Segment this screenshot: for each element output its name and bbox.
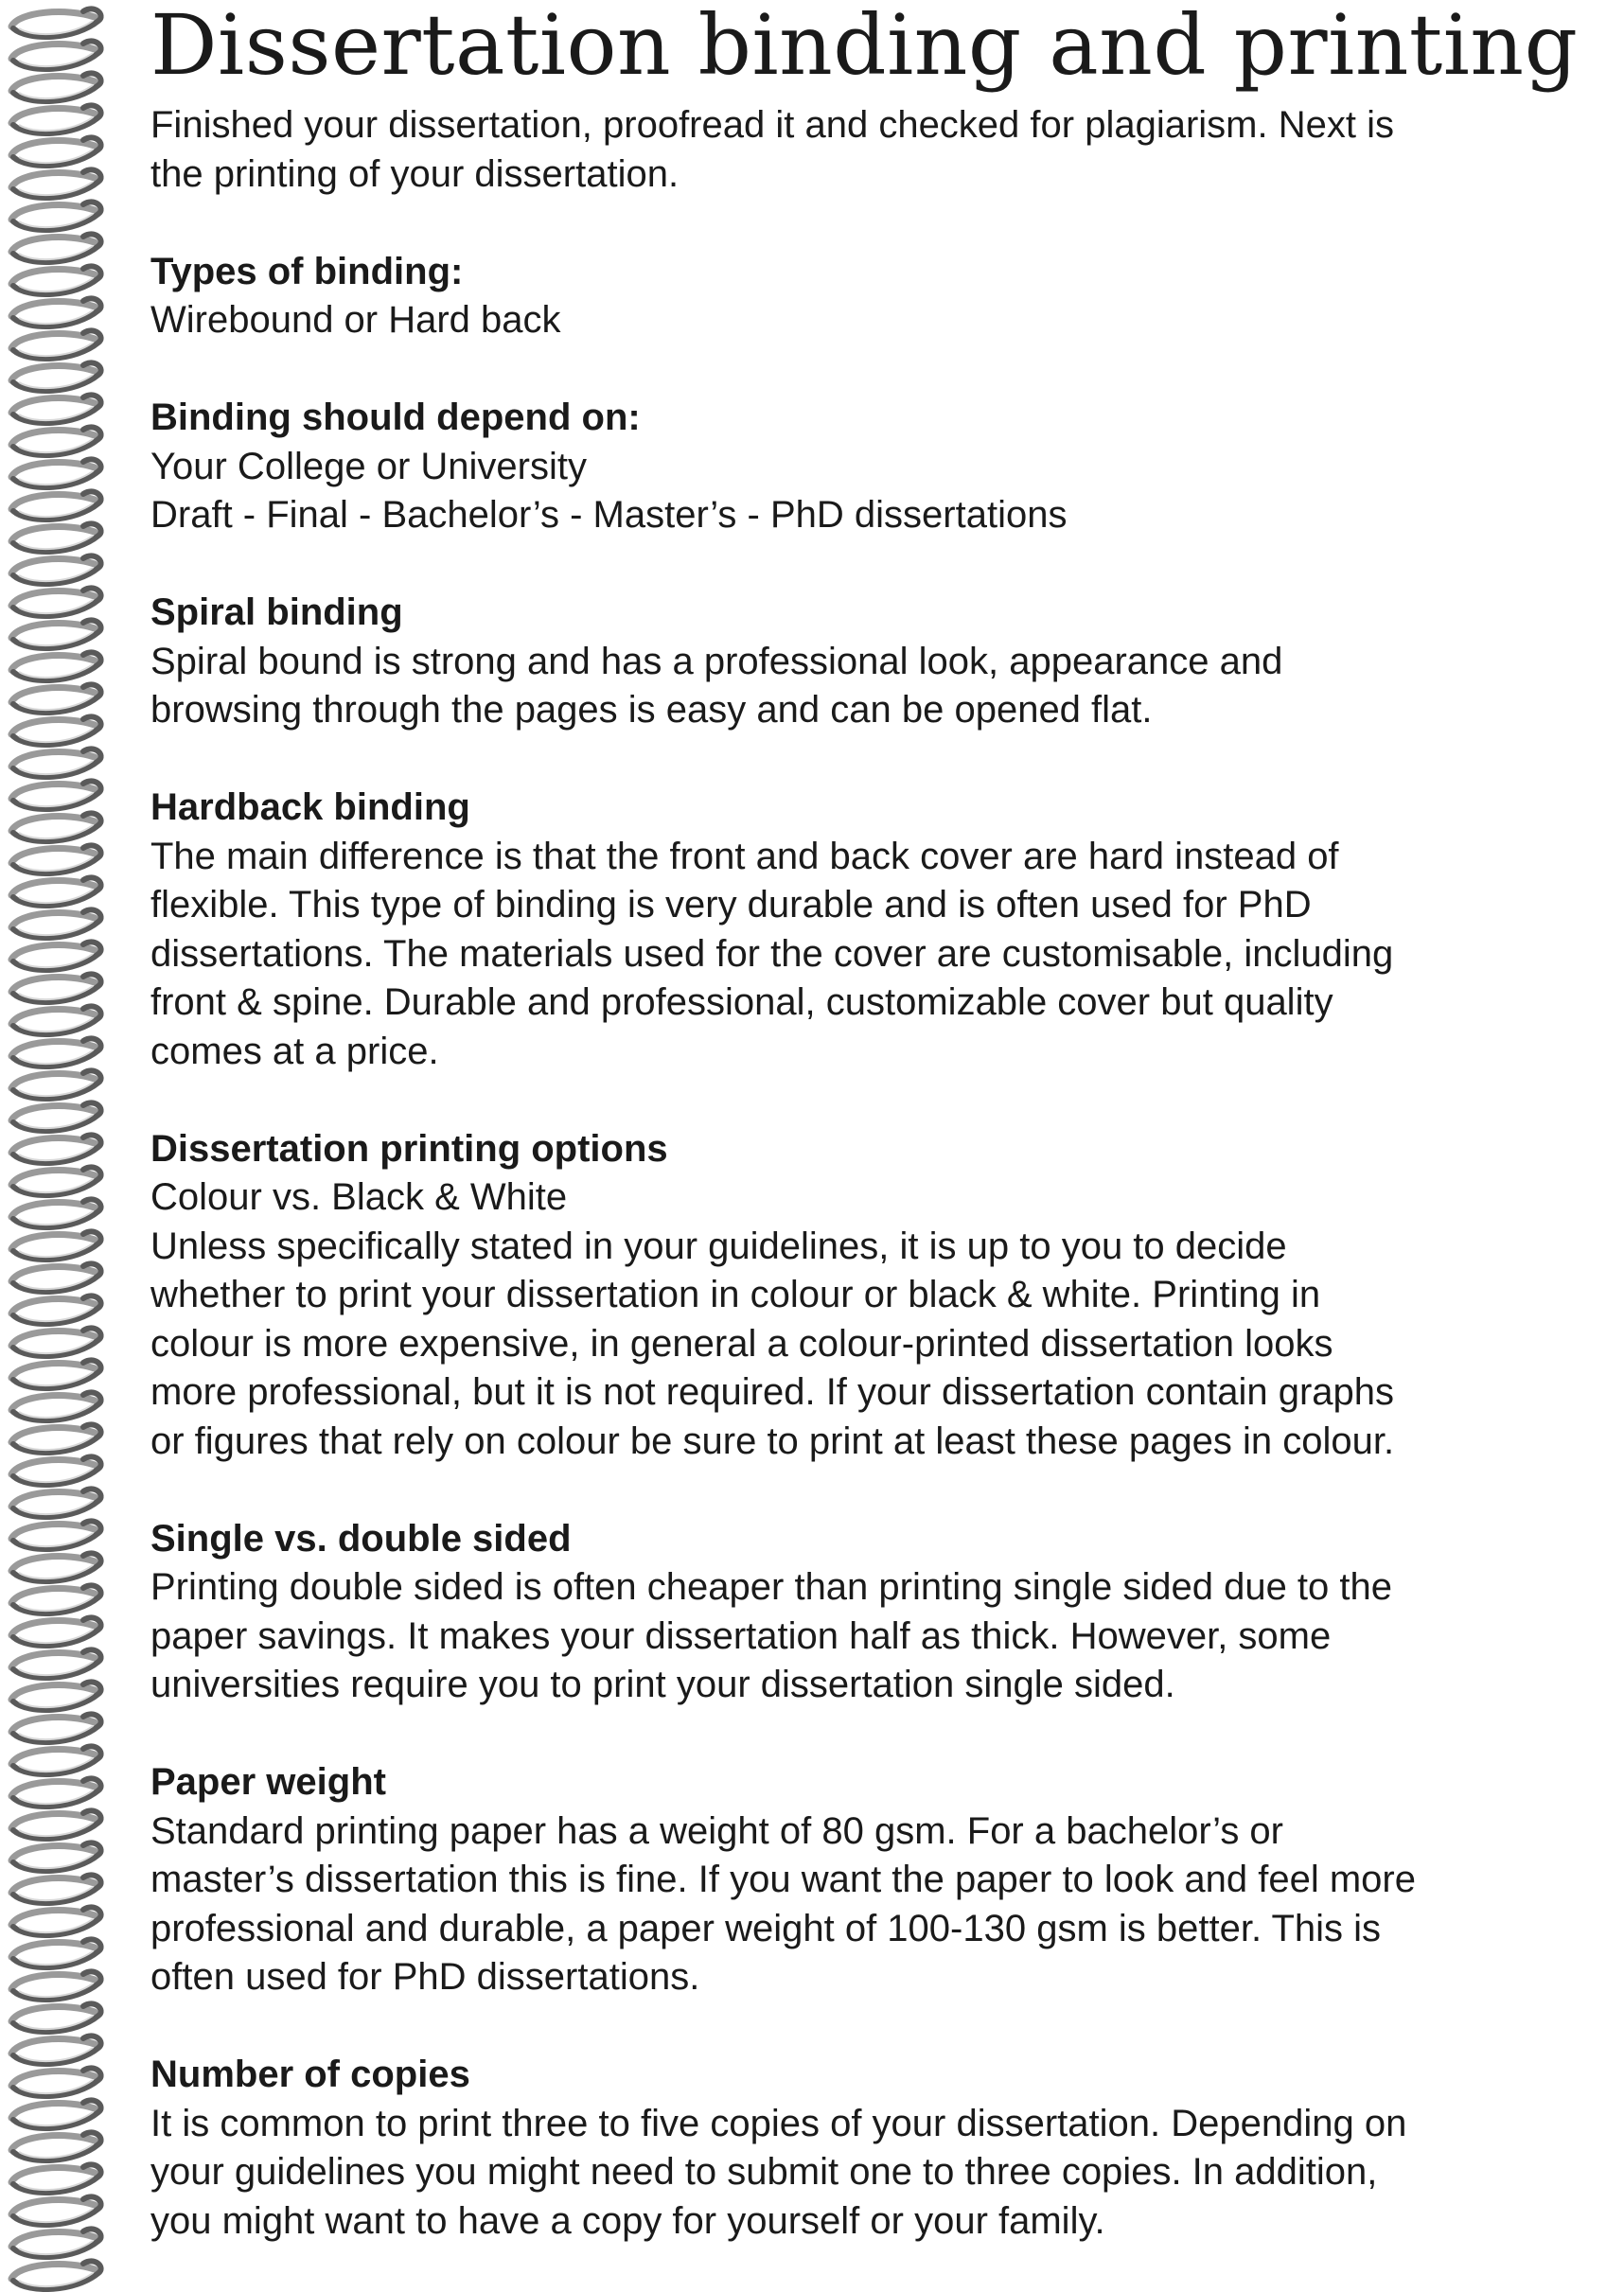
spiral-coil — [11, 2229, 101, 2257]
spiral-coil — [11, 813, 101, 841]
spiral-coil — [11, 1456, 101, 1485]
section-line: colour is more expensive, in general a colour-printed dissertation looks — [150, 1322, 1333, 1365]
spiral-coil — [11, 266, 101, 294]
spiral-coil — [11, 684, 101, 713]
spiral-binding-graphic — [0, 0, 123, 2292]
spiral-coil — [11, 2196, 101, 2225]
section-line: Wirebound or Hard back — [150, 299, 561, 341]
spiral-coil — [11, 2261, 101, 2289]
spiral-coil — [11, 845, 101, 873]
spiral-coil — [11, 2100, 101, 2128]
spiral-coil — [11, 1231, 101, 1260]
intro-line: the printing of your dissertation. — [150, 152, 680, 195]
spiral-coil — [11, 942, 101, 970]
spiral-coil — [11, 459, 101, 487]
spiral-coil — [11, 1102, 101, 1131]
spiral-coil — [11, 491, 101, 520]
section-line: or figures that rely on colour be sure to print at least these pages in colour. — [150, 1419, 1395, 1462]
spiral-coil — [11, 330, 101, 359]
section-line: master’s dissertation this is fine. If you want the paper to look and feel more — [150, 1859, 1416, 1900]
document-body — [150, 0, 1608, 2246]
spiral-coil — [11, 1263, 101, 1292]
spiral-coil — [11, 2003, 101, 2032]
spiral-coil — [11, 974, 101, 1002]
section-line: universities require you to print your dissertation single sided. — [150, 1664, 1175, 1705]
section-line: dissertations. The materials used for the cover are customisable, including — [150, 932, 1394, 975]
section-line: comes at a price. — [150, 1030, 439, 1072]
spiral-coil — [11, 1038, 101, 1067]
spiral-coil — [11, 2068, 101, 2096]
spiral-coil — [11, 298, 101, 326]
intro-paragraph — [150, 101, 1608, 199]
section-line: Printing double sided is often cheaper than printing single sided due to the — [150, 1566, 1393, 1608]
spiral-coil — [11, 1135, 101, 1163]
spiral-coil — [11, 202, 101, 230]
spiral-coil — [11, 169, 101, 198]
section-line: browsing through the pages is easy and can be opened flat. — [150, 689, 1153, 731]
spiral-coil — [11, 1489, 101, 1517]
spiral-coil — [11, 1328, 101, 1356]
section-types-of-binding — [150, 248, 1608, 345]
spiral-coil — [11, 716, 101, 745]
spiral-coil — [11, 73, 101, 101]
section-spiral-binding — [150, 589, 1608, 735]
section-heading: Single vs. double sided — [150, 1517, 572, 1560]
section-heading: Types of binding: — [150, 250, 464, 292]
section-heading: Spiral binding — [150, 591, 403, 633]
spiral-coil — [11, 105, 101, 133]
section-line: professional and durable, a paper weight of 100-130 gsm is better. This is — [150, 1907, 1382, 1949]
spiral-coil — [11, 1939, 101, 1967]
spiral-coil — [11, 1810, 101, 1839]
spiral-coil — [11, 1424, 101, 1453]
spiral-coil — [11, 1778, 101, 1807]
spiral-coil — [11, 427, 101, 455]
spiral-coil — [11, 1167, 101, 1195]
spiral-coil — [11, 1617, 101, 1646]
section-number-of-copies — [150, 2051, 1608, 2246]
spiral-coil — [11, 137, 101, 166]
section-line: Spiral bound is strong and has a professional look, appearance and — [150, 640, 1283, 682]
spiral-coil — [11, 1392, 101, 1420]
spiral-coil — [11, 41, 101, 69]
section-line: front & spine. Durable and professional, customizable cover but quality — [150, 981, 1333, 1023]
section-heading: Dissertation printing options — [150, 1127, 668, 1170]
intro-line: Finished your dissertation, proofread it and checked for plagiarism. Next is — [150, 104, 1394, 146]
spiral-coil — [11, 362, 101, 391]
spiral-coil — [11, 1553, 101, 1581]
section-line: often used for PhD dissertations. — [150, 1956, 700, 1998]
section-line: you might want to have a copy for yourself or your family. — [150, 2199, 1105, 2242]
spiral-coil — [11, 2036, 101, 2064]
page-title: Dissertation binding and printing — [150, 0, 1579, 94]
spiral-coil — [11, 1521, 101, 1549]
section-heading: Number of copies — [150, 2054, 470, 2095]
spiral-coil — [11, 1714, 101, 1742]
section-printing-options — [150, 1125, 1608, 1467]
section-binding-depends-on — [150, 394, 1608, 540]
spiral-coil — [11, 1971, 101, 2000]
spiral-coil — [11, 1746, 101, 1774]
section-heading: Binding should depend on: — [150, 397, 641, 438]
section-line: Standard printing paper has a weight of 80 gsm. For a bachelor’s or — [150, 1809, 1283, 1852]
section-line: more professional, but it is not required. If your dissertation contain graphs — [150, 1371, 1395, 1413]
section-line: Unless specifically stated in your guidelines, it is up to you to decide — [150, 1225, 1287, 1267]
spiral-coil — [11, 1649, 101, 1678]
spiral-coil — [11, 555, 101, 584]
spiral-coil — [11, 781, 101, 809]
spiral-coil — [11, 1006, 101, 1034]
section-line: whether to print your dissertation in colour or black & white. Printing in — [150, 1274, 1321, 1315]
spiral-coil — [11, 1682, 101, 1710]
spiral-coil — [11, 1070, 101, 1099]
spiral-coil — [11, 877, 101, 906]
spiral-coil — [11, 523, 101, 552]
section-line: Your College or University — [150, 445, 587, 487]
spiral-coil — [11, 1296, 101, 1324]
section-single-double-sided — [150, 1515, 1608, 1710]
spiral-coil — [11, 234, 101, 262]
spiral-coil — [11, 9, 101, 37]
spiral-coil — [11, 1585, 101, 1613]
spiral-coil — [11, 2164, 101, 2193]
section-line: paper savings. It makes your dissertation half as thick. However, some — [150, 1614, 1332, 1657]
section-line: your guidelines you might need to submit one to three copies. In addition, — [150, 2151, 1378, 2193]
spiral-coil — [11, 1842, 101, 1871]
spiral-coil — [11, 909, 101, 938]
spiral-coil — [11, 1907, 101, 1935]
spiral-coil — [11, 1360, 101, 1388]
section-line: Colour vs. Black & White — [150, 1176, 568, 1218]
spiral-coil — [11, 2132, 101, 2160]
section-heading: Hardback binding — [150, 786, 470, 828]
section-line: It is common to print three to five copies of your dissertation. Depending on — [150, 2102, 1407, 2144]
spiral-coil — [11, 588, 101, 616]
section-heading: Paper weight — [150, 1761, 386, 1803]
section-line: The main difference is that the front and back cover are hard instead of — [150, 835, 1339, 877]
spiral-coil — [11, 620, 101, 648]
spiral-coil — [11, 652, 101, 680]
section-paper-weight — [150, 1758, 1608, 2002]
spiral-coil — [11, 1199, 101, 1227]
spiral-coil — [11, 749, 101, 777]
section-line: Draft - Final - Bachelor’s - Master’s - PhD dissertations — [150, 494, 1068, 536]
spiral-coil — [11, 395, 101, 423]
spiral-coil — [11, 1875, 101, 1903]
section-line: flexible. This type of binding is very durable and is often used for PhD — [150, 884, 1312, 926]
section-hardback-binding — [150, 784, 1608, 1076]
